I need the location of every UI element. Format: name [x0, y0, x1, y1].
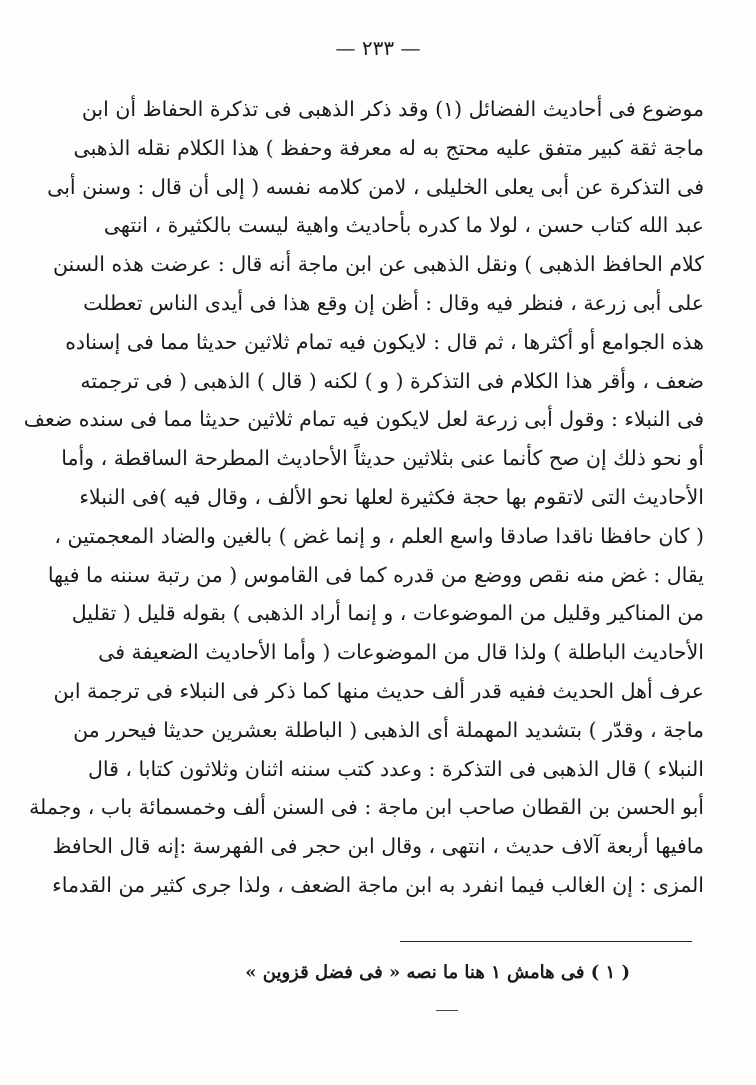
text-line: كلام الحافظ الذهبى ) ونقل الذهبى عن ابن ماجة أنه قال : عرضت هذه السنن — [52, 252, 704, 277]
text-line: المزى : إن الغالب فيما انفرد به ابن ماجة الضعف ، ولذا جرى كثير من القدماء — [52, 872, 704, 897]
text-line: ( كان حافظا ناقدا صادقا واسع العلم ، و إنما غض ) بالغين والضاد المعجمتين ، — [54, 523, 704, 548]
text-line: عرف أهل الحديث ففيه قدر ألف حديث منها كما ذكر فى النبلاء فى ترجمة ابن — [53, 678, 704, 703]
text-line: يقال : غض منه نقص ووضع من قدره كما فى القاموس ( من رتبة سننه ما فيها — [47, 562, 704, 587]
text-line: الأحاديث الباطلة ) ولذا قال من الموضوعات ( وأما الأحاديث الضعيفة فى — [98, 640, 704, 665]
footnote-divider — [400, 941, 692, 942]
bottom-mark — [436, 1010, 458, 1011]
footnote: ( ١ ) فى هامش ١ هنا ما نصه « فى فضل قزوين » — [245, 962, 630, 983]
text-line: موضوع فى أحاديث الفضائل (١) وقد ذكر الذهبى فى تذكرة الحفاظ أن ابن — [81, 97, 704, 121]
text-line: ضعف ، وأقر هذا الكلام فى التذكرة ( و ) لكنه ( قال ) الذهبى ( فى ترجمته — [80, 368, 704, 393]
text-line: على أبى زرعة ، فنظر فيه وقال : أظن إن وقع هذا فى أيدى الناس تعطلت — [83, 290, 704, 315]
text-line: مافيها أربعة آلاف حديث ، انتهى ، وقال ابن حجر فى الفهرسة :إنه قال الحافظ — [52, 834, 704, 859]
text-line: من المناكير وقليل من الموضوعات ، و إنما أراد الذهبى ) بقوله قليل ( تقليل — [71, 601, 704, 626]
text-line: ماجة ثقة كبير متفق عليه محتج به له معرفة وحفظ ) هذا الكلام نقله الذهبى — [73, 135, 704, 160]
text-line: عبد الله كتاب حسن ، لولا ما كدره بأحاديث واهية ليست بالكثيرة ، انتهى — [103, 213, 704, 238]
page-number: — ٢٣٣ — — [335, 36, 421, 60]
text-line: النبلاء ) قال الذهبى فى التذكرة : وعدد كتب سننه اثنان وثلاثون كتابا ، قال — [87, 756, 704, 781]
body-text — [23, 90, 704, 905]
text-line: أبو الحسن بن القطان صاحب ابن ماجة : فى السنن ألف وخمسمائة باب ، وجملة — [29, 795, 704, 820]
text-line: الأحاديث التى لاتقوم بها حجة فكثيرة لعلها نحو الألف ، وقال فيه )فى النبلاء — [79, 484, 704, 509]
text-line: فى النبلاء : وقول أبى زرعة لعل لايكون فيه تمام ثلاثين حديثا مما فى سنده ضعف — [23, 407, 704, 432]
text-line: هذه الجوامع أو أكثرها ، ثم قال : لايكون فيه تمام ثلاثين حديثا مما فى إسناده — [65, 329, 704, 354]
text-line: أو نحو ذلك إن صح كأنما عنى بثلاثين حديثاً الأحاديث المطرحة الساقطة ، وأما — [61, 446, 704, 471]
text-line: فى التذكرة عن أبى يعلى الخليلى ، لامن كلامه نفسه ( إلى أن قال : وسنن أبى — [47, 174, 704, 199]
text-line: ماجة ، وقدّر ) بتشديد المهملة أى الذهبى ( الباطلة بعشرين حديثا فيحرر من — [73, 717, 704, 742]
